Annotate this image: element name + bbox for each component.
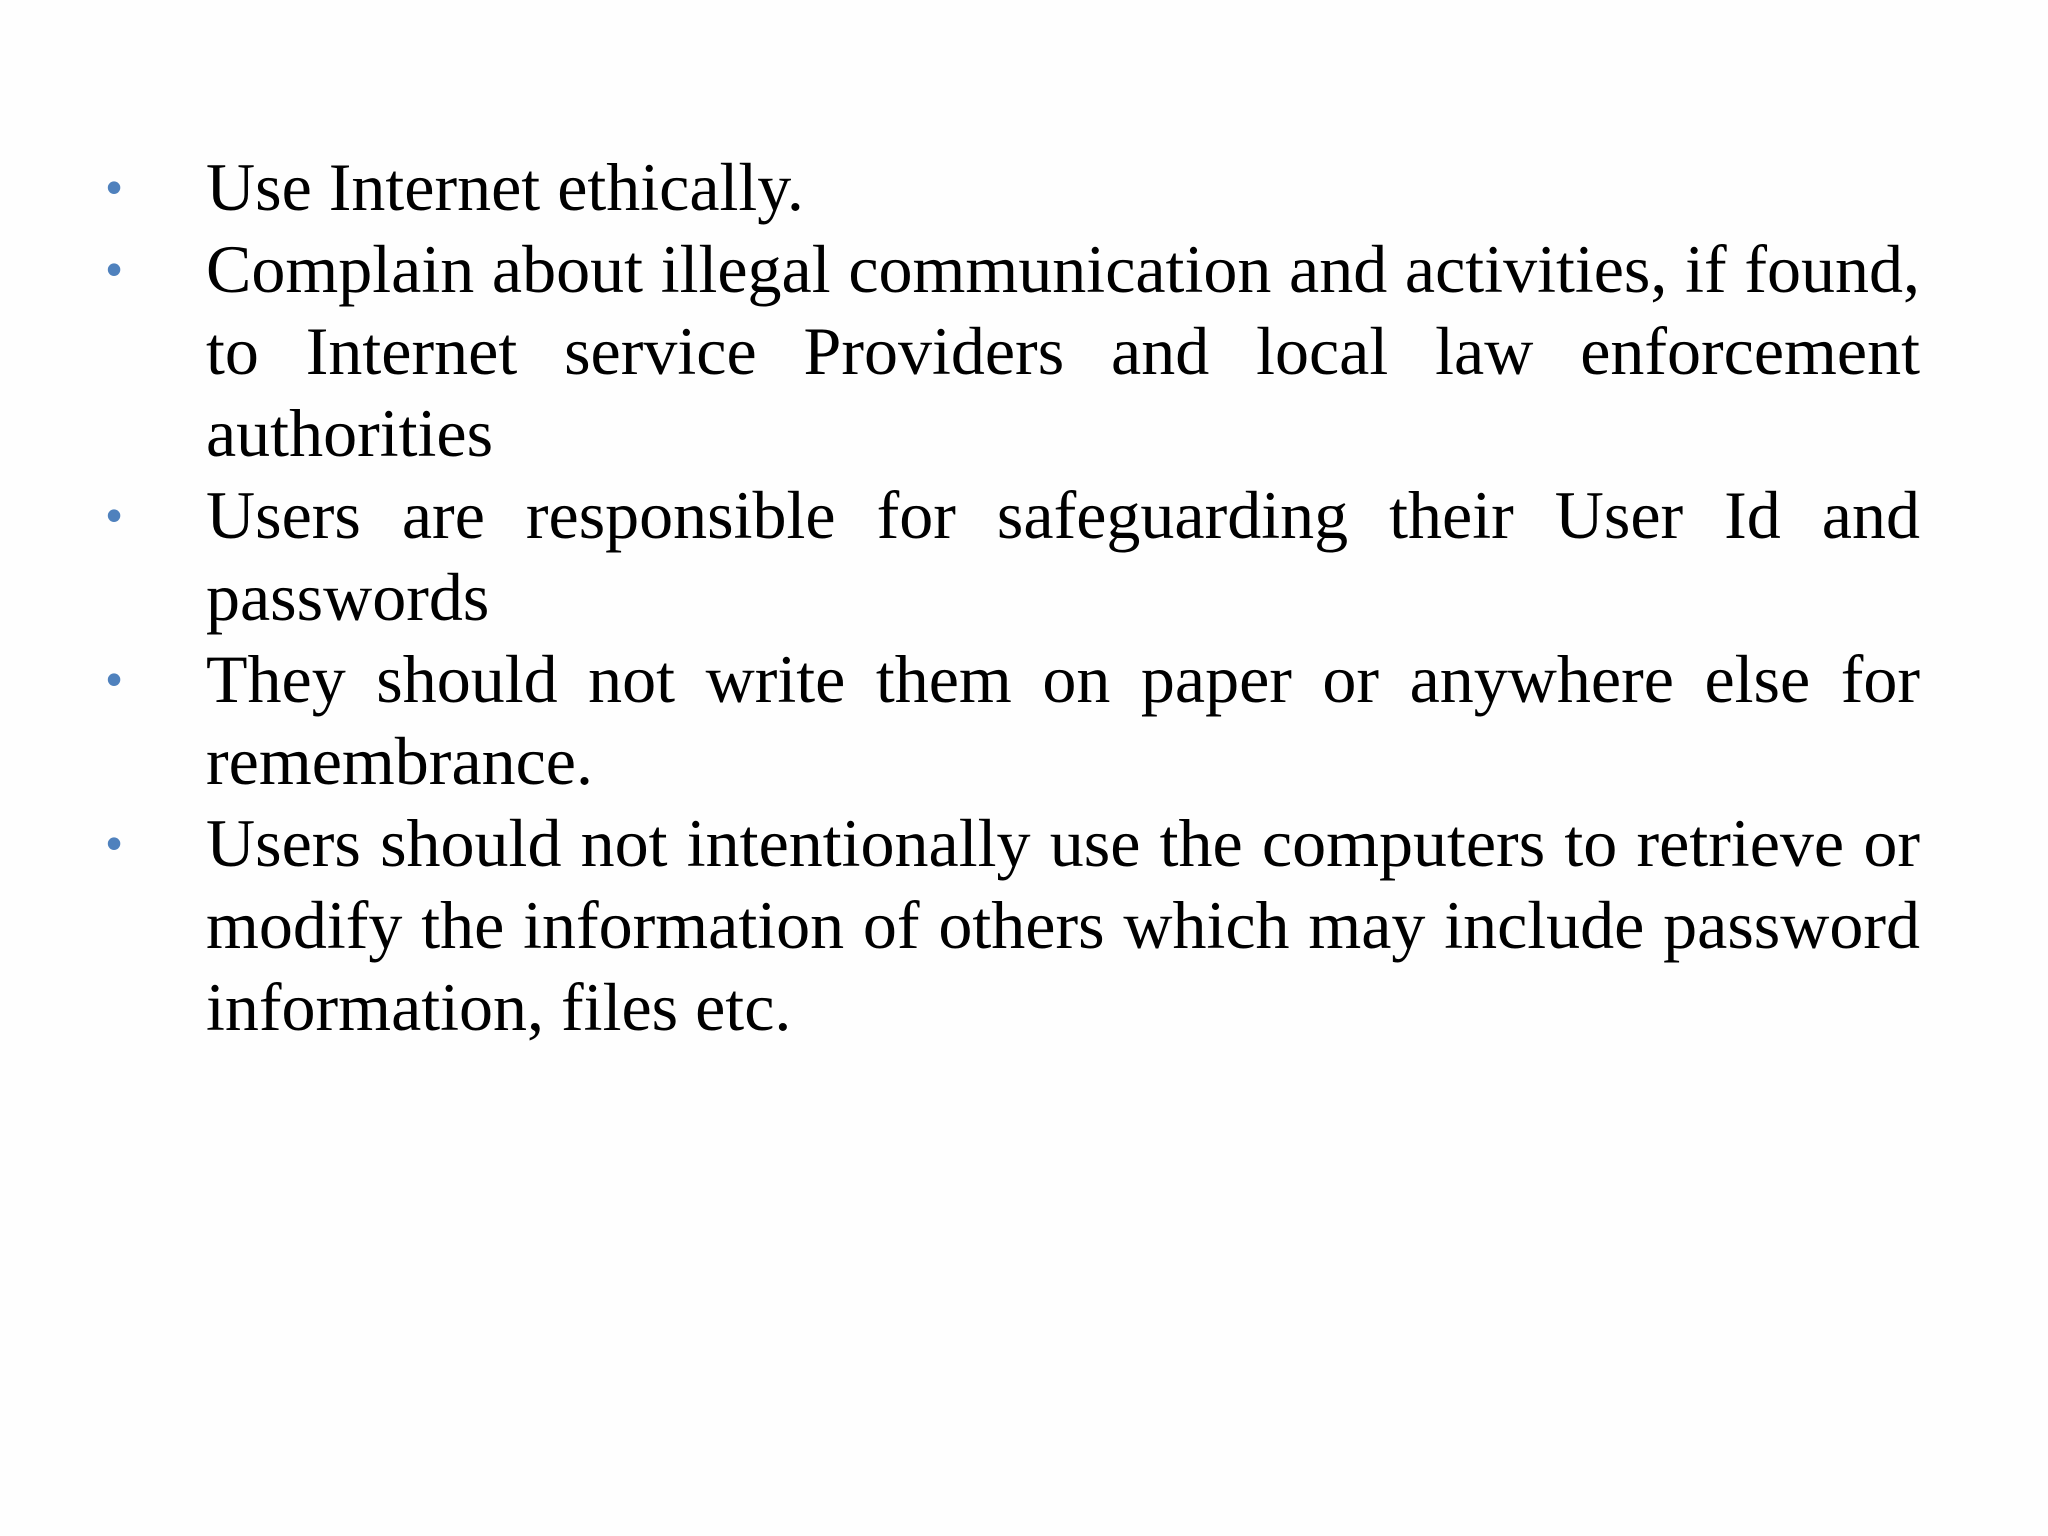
bullet-icon: • (106, 489, 123, 541)
bullet-list (100, 146, 1920, 1048)
list-item (100, 474, 1920, 638)
bullet-text: They should not write them on paper or anywhere else for remembrance. (206, 641, 1920, 799)
bullet-icon: • (106, 161, 123, 213)
bullet-icon: • (106, 243, 123, 295)
bullet-text: Use Internet ethically. (206, 149, 804, 225)
bullet-text: Complain about illegal communication and activities, if found, to Internet service Providers and local law enforcement authorities (206, 231, 1920, 471)
list-item (100, 146, 1920, 228)
list-item (100, 638, 1920, 802)
bullet-icon: • (106, 653, 123, 705)
bullet-icon: • (106, 817, 123, 869)
list-item (100, 802, 1920, 1048)
list-item (100, 228, 1920, 474)
bullet-text: Users should not intentionally use the computers to retrieve or modify the information of others which may include password information, files etc. (206, 805, 1920, 1045)
bullet-text: Users are responsible for safeguarding their User Id and passwords (206, 477, 1920, 635)
